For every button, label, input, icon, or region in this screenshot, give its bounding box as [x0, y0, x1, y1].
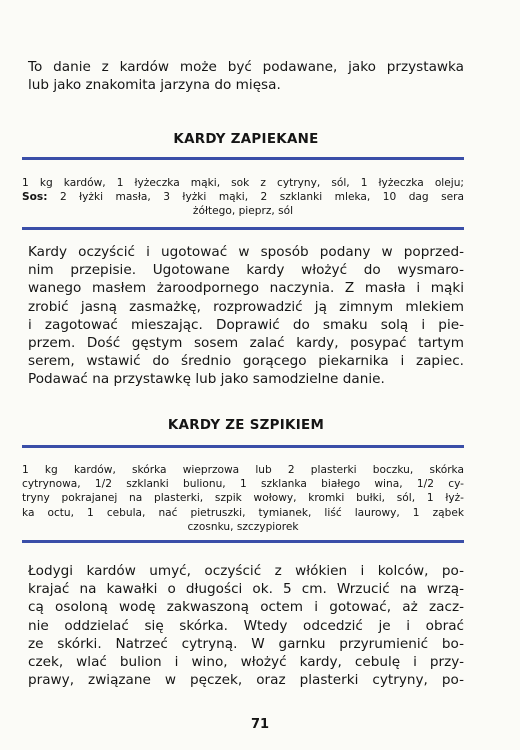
ingredients-line: czosnku, szczypiorek [187, 520, 299, 533]
divider-rule [22, 540, 464, 543]
ingredients-line: żółtego, pieprz, sól [192, 205, 294, 218]
method-line: Podawać na przystawkę lub jako samodzielne danie. [28, 371, 385, 388]
ingredients-list [22, 176, 464, 219]
divider-rule [22, 157, 464, 160]
ingredients-line: 1 kg kardów, 1 łyżeczka mąki, sok z cytryny, sól, 1 łyżeczka oleju; [22, 177, 464, 189]
divider-rule [22, 227, 464, 230]
method-paragraph [28, 562, 464, 689]
method-line: krajać na kawałki o długości ok. 5 cm. Wrzucić na wrzą- [28, 581, 464, 598]
ingredients-line: 1 kg kardów, skórka wieprzowa lub 2 plasterki boczku, skórka [22, 464, 464, 476]
sauce-ingredients: 2 łyżki masła, 3 łyżki mąki, 2 szklanki mleka, 10 dag sera [59, 191, 464, 204]
ingredients-list [22, 463, 464, 534]
method-line: cą osoloną wodę zakwaszoną octem i gotować, aż zacz- [28, 599, 464, 616]
ingredients-line [22, 190, 464, 204]
method-line: czek, wlać bulion i wino, włożyć kardy, cebulę i przy- [28, 654, 464, 671]
sauce-label: Sos: [22, 191, 48, 204]
method-line: serem, wstawić do średnio gorącego piekarnika i zapiec. [28, 353, 464, 370]
method-line: Kardy oczyścić i ugotować w sposób podany w poprzed- [28, 244, 464, 260]
method-line: Łodygi kardów umyć, oczyścić z włókien i kolców, po- [28, 563, 464, 579]
method-line: zrobić jasną zasmażkę, rozprowadzić ją zimnym mlekiem [28, 298, 464, 315]
ingredients-line: ka octu, 1 cebula, nać pietruszki, tymianek, liść laurowy, 1 ząbek [22, 506, 464, 519]
method-line: nim przepisie. Ugotowane kardy włożyć do wysmaro- [28, 262, 464, 279]
intro-line: lub jako znakomita jarzyna do mięsa. [28, 77, 281, 94]
ingredients-line: cytrynowa, 1/2 szklanki bulionu, 1 szklanka białego wina, 1/2 cy- [22, 478, 464, 491]
method-paragraph [28, 243, 464, 389]
divider-rule [22, 445, 464, 448]
intro-paragraph [28, 58, 464, 94]
method-line: wanego masłem żaroodpornego naczynia. Z masła i mąki [28, 280, 464, 297]
page-number: 71 [250, 717, 270, 732]
recipe-title: KARDY ZE SZPIKIEM [167, 418, 325, 433]
method-line: i zagotować mieszając. Doprawić do smaku solą i pie- [28, 316, 464, 333]
ingredients-line: tryny pokrajanej na plasterki, szpik wołowy, kromki bułki, sól, 1 łyż- [22, 492, 464, 505]
method-line: prawy, związane w pęczek, oraz plasterki cytryny, po- [28, 672, 464, 689]
method-line: ze skórki. Natrzeć cytryną. W garnku przyrumienić bo- [28, 635, 464, 652]
method-line: nie oddzielać się skórka. Wtedy odcedzić je i obrać [28, 617, 464, 634]
method-line: przem. Dość gęstym sosem zalać kardy, posypać tartym [28, 335, 464, 352]
intro-line: To danie z kardów może być podawane, jako przystawka [28, 59, 464, 75]
recipe-title: KARDY ZAPIEKANE [173, 132, 319, 147]
